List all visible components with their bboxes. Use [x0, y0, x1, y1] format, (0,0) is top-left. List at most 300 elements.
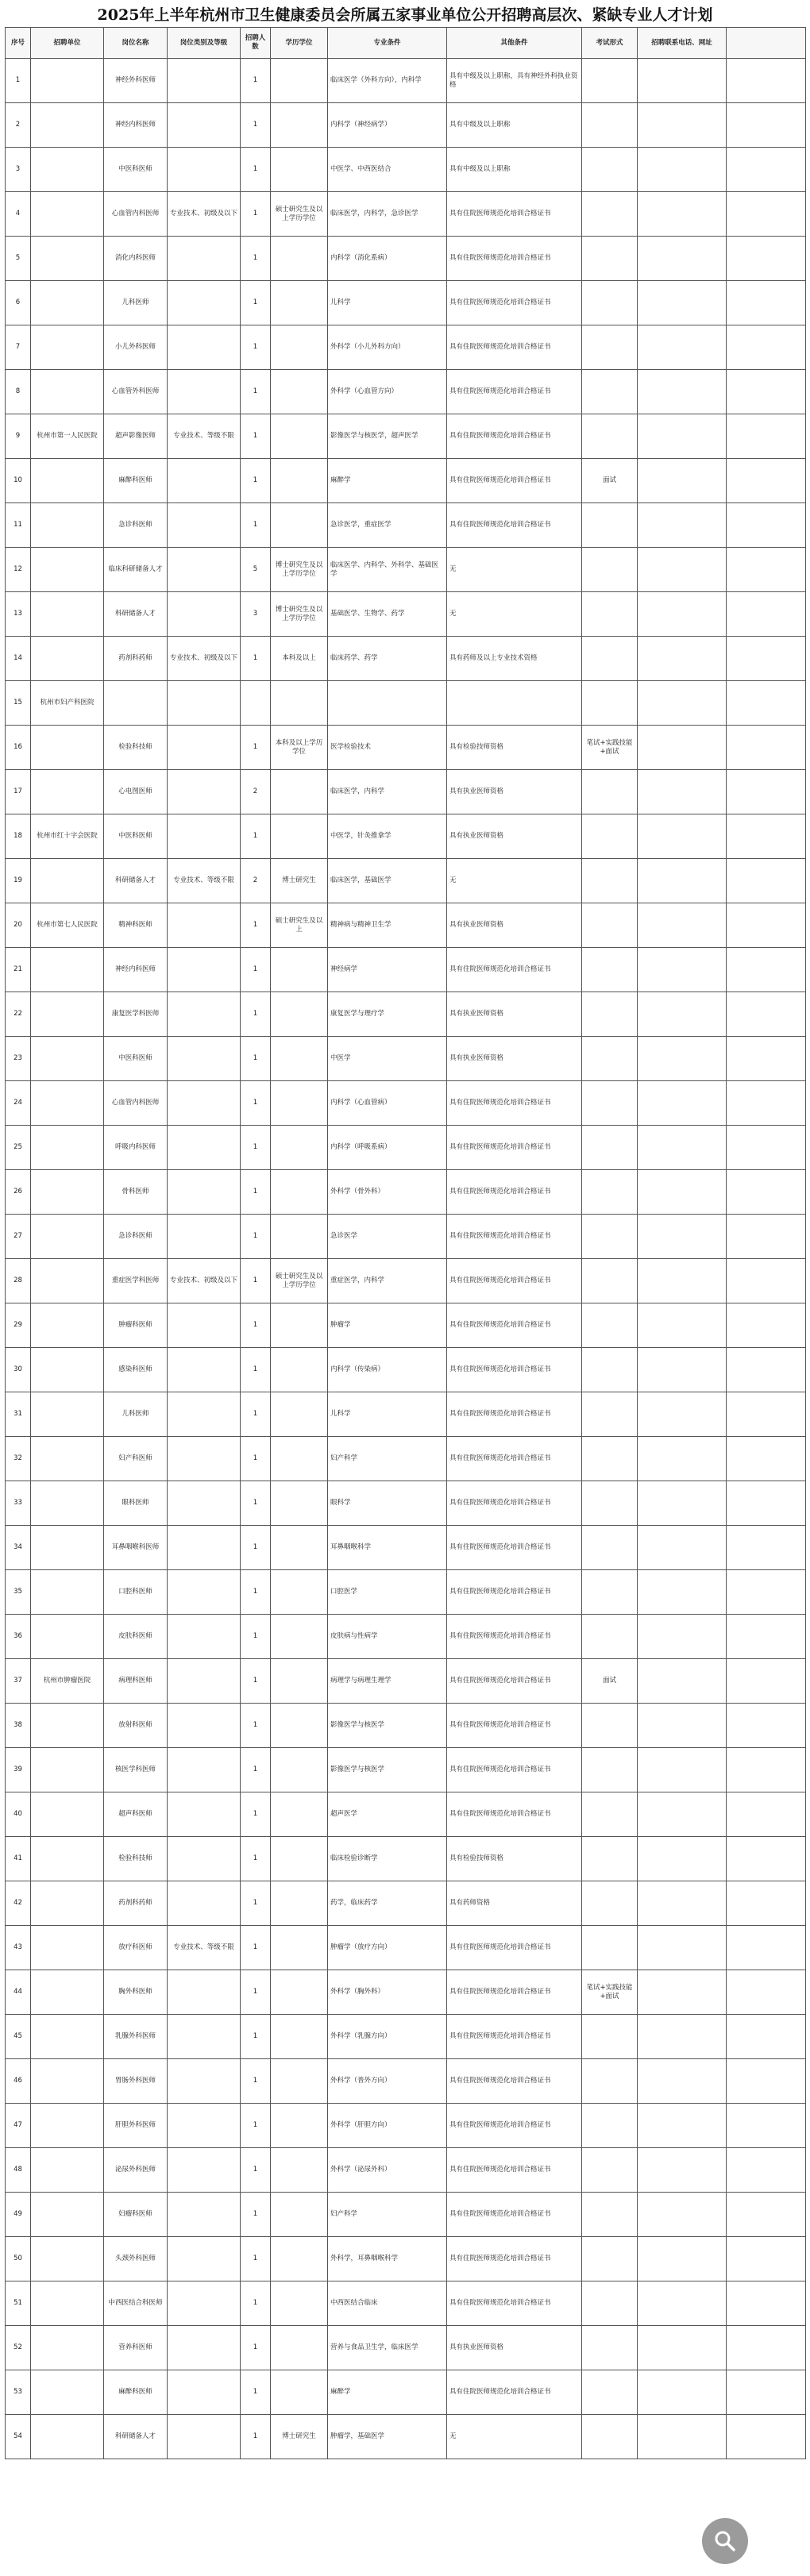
table-cell — [727, 2281, 806, 2326]
table-cell: 硕士研究生及以上 — [271, 903, 328, 948]
table-cell: 53 — [6, 2370, 31, 2415]
table-cell: 具有住院医师规范化培训合格证书 — [447, 281, 582, 325]
table-row — [6, 1348, 806, 1392]
table-cell — [727, 1970, 806, 2015]
table-row — [6, 148, 806, 192]
table-cell — [31, 237, 104, 281]
table-cell: 肝胆外科医师 — [104, 2104, 168, 2148]
table-cell: 3 — [241, 592, 271, 637]
table-cell — [727, 1037, 806, 1081]
table-cell: 1 — [241, 459, 271, 503]
table-cell: 1 — [241, 1748, 271, 1792]
table-cell: 具有检验技师资格 — [447, 726, 582, 770]
header-cell: 岗位类别及等级 — [168, 28, 241, 59]
table-cell — [271, 814, 328, 859]
table-cell: 面试 — [582, 459, 638, 503]
table-cell: 1 — [241, 1970, 271, 2015]
table-cell — [168, 1970, 241, 2015]
table-cell — [582, 1792, 638, 1837]
table-cell — [271, 1659, 328, 1704]
table-cell — [582, 2015, 638, 2059]
table-cell: 5 — [241, 548, 271, 592]
table-cell: 具有住院医师规范化培训合格证书 — [447, 1526, 582, 1570]
table-cell: 皮肤科医师 — [104, 1615, 168, 1659]
table-cell: 具有住院医师规范化培训合格证书 — [447, 1481, 582, 1526]
table-cell: 外科学，耳鼻咽喉科学 — [328, 2237, 447, 2281]
table-cell: 无 — [447, 859, 582, 903]
table-row — [6, 2059, 806, 2104]
table-cell: 2 — [241, 859, 271, 903]
table-cell — [638, 2370, 727, 2415]
table-cell: 杭州市肿瘤医院 — [31, 1659, 104, 1704]
table-cell: 1 — [241, 1437, 271, 1481]
table-cell — [168, 992, 241, 1037]
recruitment-table — [5, 27, 806, 2459]
table-cell: 超声影像医师 — [104, 414, 168, 459]
table-cell: 麻醉科医师 — [104, 459, 168, 503]
table-cell — [727, 1526, 806, 1570]
table-cell — [638, 2193, 727, 2237]
table-cell — [582, 1615, 638, 1659]
table-cell: 硕士研究生及以上学历学位 — [271, 192, 328, 237]
table-cell: 笔试+实践技能+面试 — [582, 1970, 638, 2015]
table-cell — [582, 1748, 638, 1792]
table-cell — [582, 1437, 638, 1481]
table-cell: 1 — [241, 726, 271, 770]
table-cell — [271, 2193, 328, 2237]
table-cell: 科研储备人才 — [104, 592, 168, 637]
table-cell — [271, 1481, 328, 1526]
table-cell: 内科学（心血管病） — [328, 1081, 447, 1126]
table-cell: 1 — [241, 2237, 271, 2281]
table-cell: 内科学（传染病） — [328, 1348, 447, 1392]
table-cell: 1 — [241, 2415, 271, 2459]
table-cell — [638, 637, 727, 681]
table-row — [6, 414, 806, 459]
table-cell: 病理科医师 — [104, 1659, 168, 1704]
table-cell: 40 — [6, 1792, 31, 1837]
table-cell — [271, 1037, 328, 1081]
table-cell — [638, 192, 727, 237]
table-cell: 具有住院医师规范化培训合格证书 — [447, 2281, 582, 2326]
table-cell — [638, 1481, 727, 1526]
table-row — [6, 1792, 806, 1837]
table-cell: 影像医学与核医学，超声医学 — [328, 414, 447, 459]
table-cell: 36 — [6, 1615, 31, 1659]
table-row — [6, 1704, 806, 1748]
table-cell: 外科学（心血管方向） — [328, 370, 447, 414]
table-cell: 10 — [6, 459, 31, 503]
table-cell — [638, 548, 727, 592]
table-cell — [168, 1704, 241, 1748]
table-cell: 皮肤病与性病学 — [328, 1615, 447, 1659]
table-cell — [168, 237, 241, 281]
table-cell — [31, 503, 104, 548]
table-cell: 具有住院医师规范化培训合格证书 — [447, 2059, 582, 2104]
table-cell — [638, 414, 727, 459]
table-cell: 临床医学、内科学、外科学、基础医学 — [328, 548, 447, 592]
table-cell: 眼科学 — [328, 1481, 447, 1526]
table-cell — [727, 103, 806, 148]
table-cell — [727, 370, 806, 414]
table-cell: 临床检验诊断学 — [328, 1837, 447, 1881]
table-cell: 杭州市妇产科医院 — [31, 681, 104, 726]
table-cell — [727, 1481, 806, 1526]
table-cell — [168, 1748, 241, 1792]
table-cell: 4 — [6, 192, 31, 237]
table-cell: 47 — [6, 2104, 31, 2148]
table-cell: 康复医学科医师 — [104, 992, 168, 1037]
table-cell — [727, 770, 806, 814]
table-cell — [271, 2104, 328, 2148]
table-cell: 心血管外科医师 — [104, 370, 168, 414]
header-cell: 专业条件 — [328, 28, 447, 59]
table-cell — [271, 1437, 328, 1481]
table-cell: 外科学（骨外科） — [328, 1170, 447, 1215]
table-cell: 1 — [241, 1926, 271, 1970]
table-cell: 11 — [6, 503, 31, 548]
table-cell — [727, 637, 806, 681]
table-cell — [271, 1792, 328, 1837]
table-cell — [271, 2148, 328, 2193]
table-cell: 专业技术、初级及以下 — [168, 1259, 241, 1303]
table-cell — [31, 325, 104, 370]
table-cell — [638, 2015, 727, 2059]
header-cell: 考试形式 — [582, 28, 638, 59]
table-cell: 超声科医师 — [104, 1792, 168, 1837]
table-row — [6, 903, 806, 948]
table-cell: 专业技术、初级及以下 — [168, 637, 241, 681]
table-cell — [271, 1392, 328, 1437]
table-cell — [582, 814, 638, 859]
table-cell — [638, 1348, 727, 1392]
table-cell: 5 — [6, 237, 31, 281]
table-cell: 具有药师资格 — [447, 1881, 582, 1926]
table-cell: 8 — [6, 370, 31, 414]
table-cell — [271, 2059, 328, 2104]
table-cell: 46 — [6, 2059, 31, 2104]
table-cell: 1 — [241, 2104, 271, 2148]
table-cell — [271, 103, 328, 148]
table-cell: 具有中级及以上职称 — [447, 148, 582, 192]
table-row — [6, 281, 806, 325]
table-cell — [31, 1748, 104, 1792]
table-cell — [168, 726, 241, 770]
table-cell: 1 — [241, 1303, 271, 1348]
header-cell: 学历学位 — [271, 28, 328, 59]
table-cell: 消化内科医师 — [104, 237, 168, 281]
table-cell: 30 — [6, 1348, 31, 1392]
table-cell: 51 — [6, 2281, 31, 2326]
table-cell: 胃肠外科医师 — [104, 2059, 168, 2104]
table-cell: 1 — [241, 1526, 271, 1570]
table-row — [6, 1303, 806, 1348]
table-cell — [271, 503, 328, 548]
table-cell — [31, 637, 104, 681]
table-cell — [638, 1881, 727, 1926]
table-cell — [31, 281, 104, 325]
table-cell: 具有住院医师规范化培训合格证书 — [447, 192, 582, 237]
table-cell — [168, 1837, 241, 1881]
table-cell: 1 — [241, 281, 271, 325]
table-cell — [727, 2015, 806, 2059]
table-cell — [168, 814, 241, 859]
table-cell: 2 — [6, 103, 31, 148]
table-cell: 17 — [6, 770, 31, 814]
table-cell — [582, 59, 638, 103]
table-cell — [582, 770, 638, 814]
table-cell: 肿瘤科医师 — [104, 1303, 168, 1348]
table-cell — [582, 2104, 638, 2148]
table-cell: 外科学（肝胆方向） — [328, 2104, 447, 2148]
table-row — [6, 1615, 806, 1659]
table-cell — [582, 2326, 638, 2370]
table-cell: 具有住院医师规范化培训合格证书 — [447, 1303, 582, 1348]
table-cell — [638, 2148, 727, 2193]
table-cell: 精神病与精神卫生学 — [328, 903, 447, 948]
table-cell: 中医科医师 — [104, 814, 168, 859]
table-cell — [638, 770, 727, 814]
table-cell: 具有执业医师资格 — [447, 992, 582, 1037]
table-row — [6, 726, 806, 770]
table-cell: 1 — [241, 1392, 271, 1437]
search-button[interactable] — [702, 2518, 748, 2564]
table-cell: 泌尿外科医师 — [104, 2148, 168, 2193]
table-cell — [168, 2415, 241, 2459]
table-cell: 38 — [6, 1704, 31, 1748]
table-cell — [638, 1704, 727, 1748]
table-cell — [638, 1526, 727, 1570]
table-cell: 具有住院医师规范化培训合格证书 — [447, 414, 582, 459]
table-cell — [582, 592, 638, 637]
table-cell — [271, 1881, 328, 1926]
table-cell — [31, 1126, 104, 1170]
table-cell: 43 — [6, 1926, 31, 1970]
table-cell: 28 — [6, 1259, 31, 1303]
table-cell — [727, 1126, 806, 1170]
table-cell — [638, 1926, 727, 1970]
table-cell — [638, 503, 727, 548]
table-cell: 具有住院医师规范化培训合格证书 — [447, 1659, 582, 1704]
table-cell: 26 — [6, 1170, 31, 1215]
table-cell: 1 — [241, 1659, 271, 1704]
table-cell — [727, 1704, 806, 1748]
table-cell — [168, 503, 241, 548]
table-cell: 1 — [241, 2281, 271, 2326]
table-cell — [328, 681, 447, 726]
table-cell — [582, 1526, 638, 1570]
table-cell — [168, 1392, 241, 1437]
table-cell: 肿瘤学（放疗方向） — [328, 1926, 447, 1970]
table-cell: 54 — [6, 2415, 31, 2459]
table-cell: 1 — [241, 237, 271, 281]
table-cell: 具有住院医师规范化培训合格证书 — [447, 2104, 582, 2148]
table-cell: 1 — [241, 414, 271, 459]
table-cell — [271, 1748, 328, 1792]
table-cell: 儿科医师 — [104, 281, 168, 325]
table-cell — [31, 1704, 104, 1748]
table-cell — [727, 2326, 806, 2370]
table-cell — [31, 1037, 104, 1081]
table-cell: 39 — [6, 1748, 31, 1792]
table-cell — [31, 1837, 104, 1881]
table-cell: 20 — [6, 903, 31, 948]
table-cell: 内科学（消化系病） — [328, 237, 447, 281]
table-cell — [168, 1081, 241, 1126]
table-cell — [727, 948, 806, 992]
table-cell — [31, 1570, 104, 1615]
table-cell — [168, 1170, 241, 1215]
table-cell: 6 — [6, 281, 31, 325]
table-cell — [582, 1837, 638, 1881]
table-row — [6, 103, 806, 148]
table-cell: 眼科医师 — [104, 1481, 168, 1526]
table-cell — [582, 2281, 638, 2326]
table-cell — [271, 148, 328, 192]
table-cell — [31, 2104, 104, 2148]
table-cell: 急诊科医师 — [104, 1215, 168, 1259]
table-row — [6, 1526, 806, 1570]
table-cell — [271, 1704, 328, 1748]
table-row — [6, 814, 806, 859]
table-cell: 具有住院医师规范化培训合格证书 — [447, 1926, 582, 1970]
table-row — [6, 503, 806, 548]
table-cell — [271, 1126, 328, 1170]
table-row — [6, 548, 806, 592]
table-cell: 具有住院医师规范化培训合格证书 — [447, 1081, 582, 1126]
table-cell — [168, 2237, 241, 2281]
table-cell: 专业技术、等级不限 — [168, 1926, 241, 1970]
table-row — [6, 1659, 806, 1704]
table-cell: 25 — [6, 1126, 31, 1170]
table-cell: 1 — [241, 325, 271, 370]
table-cell: 具有中级及以上职称，具有神经外科执业资格 — [447, 59, 582, 103]
table-row — [6, 1215, 806, 1259]
table-cell — [582, 281, 638, 325]
table-cell — [727, 281, 806, 325]
table-cell: 儿科学 — [328, 1392, 447, 1437]
table-cell: 杭州市红十字会医院 — [31, 814, 104, 859]
table-cell — [582, 2237, 638, 2281]
table-cell — [638, 2326, 727, 2370]
table-cell: 具有住院医师规范化培训合格证书 — [447, 2148, 582, 2193]
table-cell: 具有住院医师规范化培训合格证书 — [447, 1970, 582, 2015]
table-cell — [582, 903, 638, 948]
table-cell: 检验科技师 — [104, 1837, 168, 1881]
table-cell — [727, 414, 806, 459]
table-cell: 中西医结合科医师 — [104, 2281, 168, 2326]
table-cell — [31, 2237, 104, 2281]
table-cell: 具有执业医师资格 — [447, 1037, 582, 1081]
table-cell — [271, 948, 328, 992]
table-cell: 具有住院医师规范化培训合格证书 — [447, 1748, 582, 1792]
table-cell: 乳腺外科医师 — [104, 2015, 168, 2059]
table-cell — [727, 814, 806, 859]
table-cell — [31, 1481, 104, 1526]
table-cell: 药剂科药师 — [104, 1881, 168, 1926]
table-cell — [582, 103, 638, 148]
table-cell — [582, 414, 638, 459]
table-cell: 妇产科学 — [328, 1437, 447, 1481]
table-cell: 具有住院医师规范化培训合格证书 — [447, 1170, 582, 1215]
table-cell: 博士研究生 — [271, 859, 328, 903]
table-cell: 具有检验技师资格 — [447, 1837, 582, 1881]
table-cell — [168, 2015, 241, 2059]
table-cell: 具有中级及以上职称 — [447, 103, 582, 148]
table-cell — [582, 1881, 638, 1926]
table-cell: 妇产科学 — [328, 2193, 447, 2237]
table-cell — [727, 1170, 806, 1215]
table-cell — [31, 770, 104, 814]
table-row — [6, 592, 806, 637]
table-cell — [727, 1570, 806, 1615]
table-cell: 具有住院医师规范化培训合格证书 — [447, 370, 582, 414]
table-cell — [31, 148, 104, 192]
table-cell: 小儿外科医师 — [104, 325, 168, 370]
table-cell — [31, 459, 104, 503]
table-cell — [727, 903, 806, 948]
table-cell: 具有住院医师规范化培训合格证书 — [447, 459, 582, 503]
table-cell: 超声医学 — [328, 1792, 447, 1837]
table-cell — [727, 148, 806, 192]
table-cell: 1 — [241, 2370, 271, 2415]
table-cell — [727, 2193, 806, 2237]
table-cell — [168, 903, 241, 948]
table-cell: 杭州市第七人民医院 — [31, 903, 104, 948]
table-cell — [727, 192, 806, 237]
table-cell — [582, 992, 638, 1037]
table-row — [6, 2015, 806, 2059]
table-cell — [31, 370, 104, 414]
table-cell — [727, 2237, 806, 2281]
table-cell — [638, 814, 727, 859]
table-cell — [727, 1837, 806, 1881]
table-cell — [727, 992, 806, 1037]
table-cell — [168, 1037, 241, 1081]
table-cell: 具有执业医师资格 — [447, 2326, 582, 2370]
table-cell: 29 — [6, 1303, 31, 1348]
table-cell — [727, 726, 806, 770]
table-cell: 49 — [6, 2193, 31, 2237]
table-cell: 16 — [6, 726, 31, 770]
table-cell: 24 — [6, 1081, 31, 1126]
table-cell: 1 — [241, 1837, 271, 1881]
table-cell — [582, 1170, 638, 1215]
table-cell — [582, 859, 638, 903]
table-cell — [582, 1081, 638, 1126]
table-cell: 外科学（泌尿外科） — [328, 2148, 447, 2193]
table-cell — [31, 1881, 104, 1926]
table-cell — [168, 2193, 241, 2237]
table-cell: 麻醉学 — [328, 459, 447, 503]
table-cell: 心血管内科医师 — [104, 1081, 168, 1126]
table-cell — [168, 148, 241, 192]
table-cell: 杭州市第一人民医院 — [31, 414, 104, 459]
table-cell — [582, 1037, 638, 1081]
table-cell: 1 — [241, 1481, 271, 1526]
table-cell: 无 — [447, 592, 582, 637]
page-title: 2025年上半年杭州市卫生健康委员会所属五家事业单位公开招聘高层次、紧缺专业人才计划 — [97, 6, 713, 24]
table-cell — [31, 726, 104, 770]
table-cell: 具有住院医师规范化培训合格证书 — [447, 1792, 582, 1837]
table-row — [6, 770, 806, 814]
table-cell: 48 — [6, 2148, 31, 2193]
table-cell: 1 — [241, 1126, 271, 1170]
table-cell — [727, 548, 806, 592]
table-cell — [31, 1615, 104, 1659]
table-cell: 临床医学，基础医学 — [328, 859, 447, 903]
table-cell — [727, 2148, 806, 2193]
